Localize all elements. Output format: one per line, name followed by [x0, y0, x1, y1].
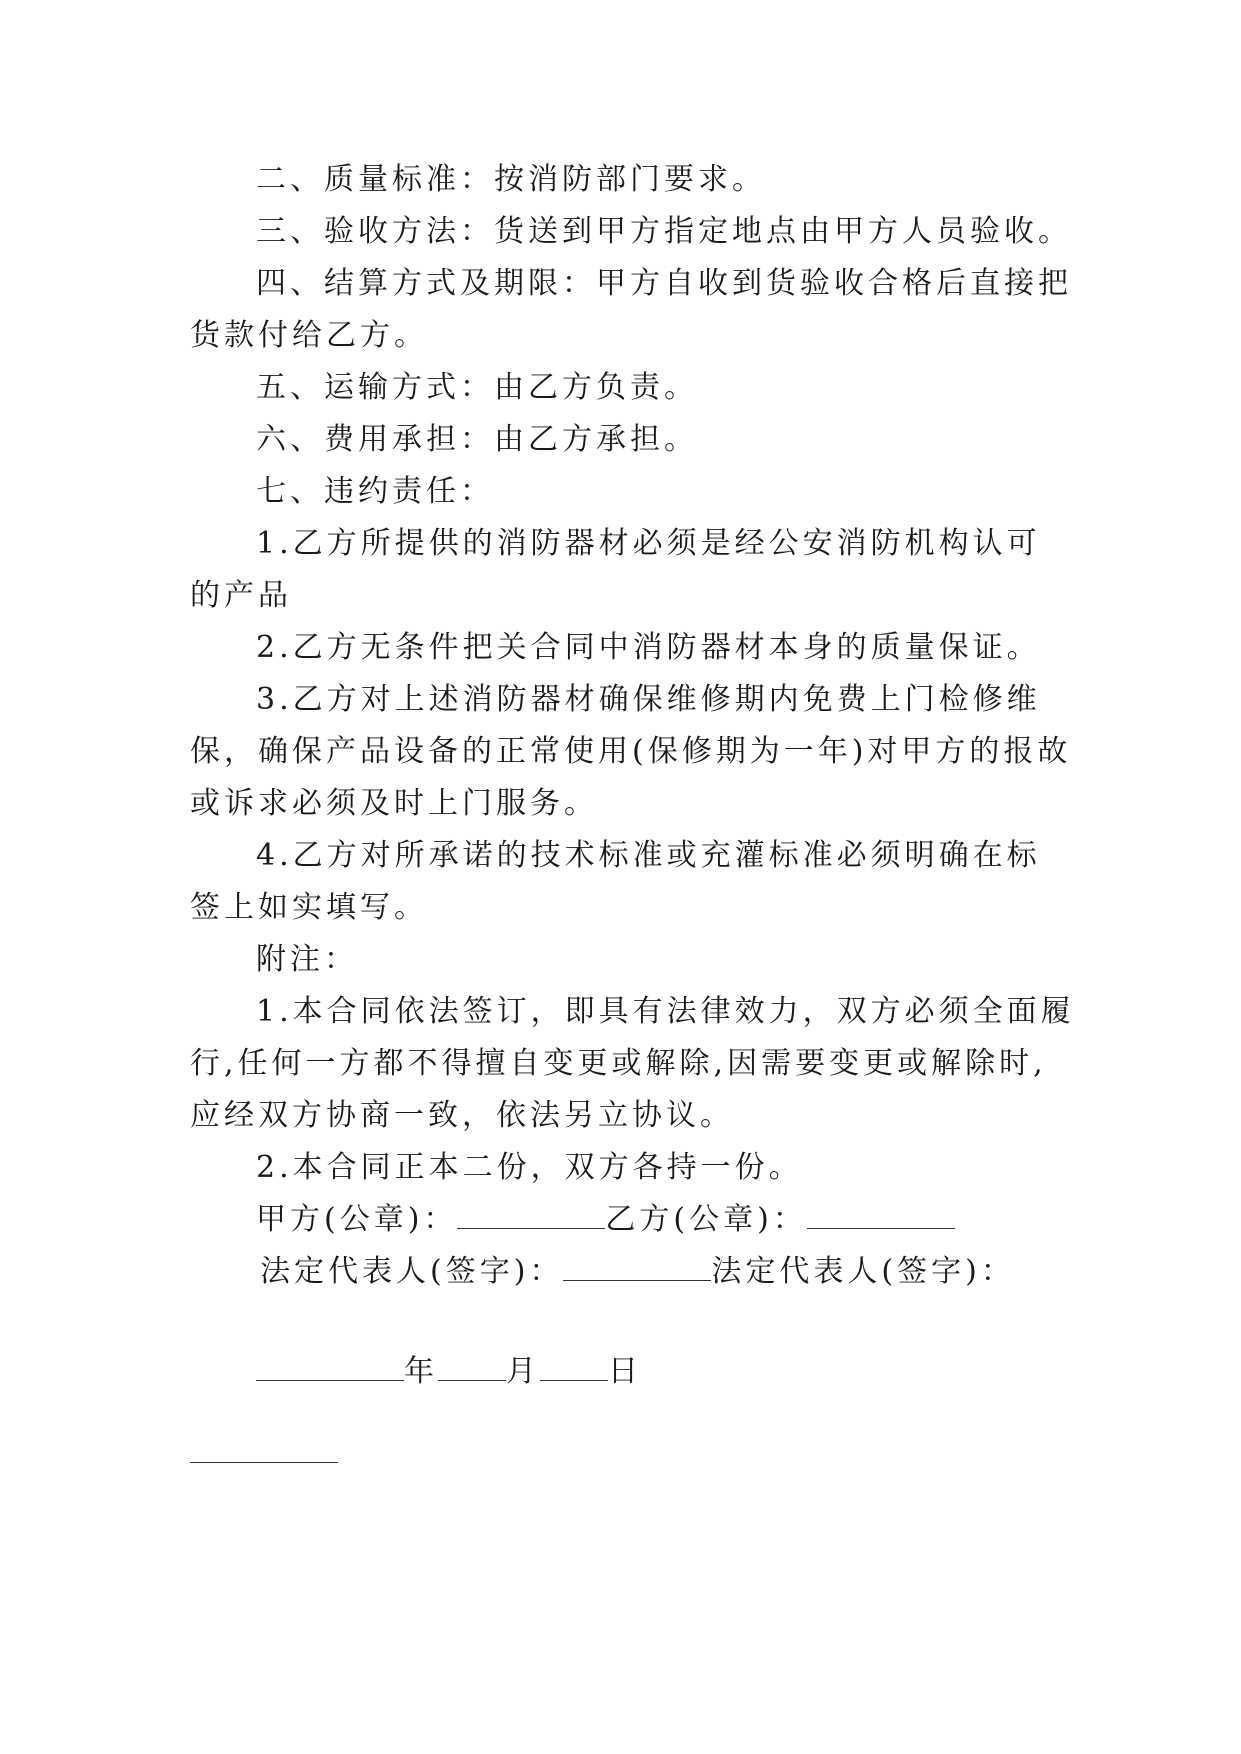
- year-label: 年: [404, 1354, 438, 1389]
- party-b-seal-label: 乙方(公章)：: [605, 1202, 807, 1237]
- liability-item-1: 1.乙方所提供的消防器材必须是经公安消防机构认可: [256, 526, 1041, 561]
- clause-quality: 二、质量标准：按消防部门要求。: [256, 162, 766, 197]
- liability-item-4-cont: 签上如实填写。: [190, 890, 428, 925]
- legal-rep-a-label: 法定代表人(签字)：: [260, 1254, 564, 1289]
- notes-heading: 附注：: [256, 942, 358, 977]
- day-blank: [540, 1354, 608, 1381]
- legal-rep-b-label: 法定代表人(签字)：: [711, 1254, 1015, 1289]
- clause-settlement: 四、结算方式及期限：甲方自收到货验收合格后直接把: [256, 266, 1072, 301]
- legal-rep-b-blank: [190, 1462, 338, 1463]
- liability-item-2: 2.乙方无条件把关合同中消防器材本身的质量保证。: [256, 630, 1041, 665]
- day-label: 日: [608, 1354, 642, 1389]
- date-row: [256, 1352, 642, 1392]
- legal-rep-row: [260, 1252, 1015, 1292]
- liability-item-3: 3.乙方对上述消防器材确保维修期内免费上门检修维: [256, 682, 1041, 717]
- note-item-2: 2.本合同正本二份，双方各持一份。: [256, 1150, 803, 1185]
- clause-fees: 六、费用承担：由乙方承担。: [256, 422, 698, 457]
- liability-item-3-cont2: 或诉求必须及时上门服务。: [190, 786, 598, 821]
- year-blank: [256, 1354, 404, 1381]
- note-item-1-cont2: 应经双方协商一致，依法另立协议。: [190, 1098, 734, 1133]
- note-item-1-cont: 行,任何一方都不得擅自变更或解除,因需要变更或解除时,: [190, 1046, 1047, 1081]
- note-item-1: 1.本合同依法签订，即具有法律效力，双方必须全面履: [256, 994, 1075, 1029]
- legal-rep-a-blank: [563, 1254, 711, 1281]
- party-a-seal-blank: [457, 1202, 605, 1229]
- clause-settlement-cont: 货款付给乙方。: [190, 318, 428, 353]
- clause-transport: 五、运输方式：由乙方负责。: [256, 370, 698, 405]
- party-a-seal-label: 甲方(公章)：: [256, 1202, 458, 1237]
- liability-item-1-cont: 的产品: [190, 578, 292, 613]
- month-blank: [438, 1354, 506, 1381]
- seal-row: [256, 1200, 955, 1240]
- liability-item-3-cont: 保，确保产品设备的正常使用(保修期为一年)对甲方的报故: [190, 734, 1072, 769]
- liability-item-4: 4.乙方对所承诺的技术标准或充灌标准必须明确在标: [256, 838, 1041, 873]
- party-b-seal-blank: [807, 1202, 955, 1229]
- clause-liability-heading: 七、违约责任：: [256, 474, 494, 509]
- month-label: 月: [506, 1354, 540, 1389]
- clause-acceptance: 三、验收方法：货送到甲方指定地点由甲方人员验收。: [256, 214, 1072, 249]
